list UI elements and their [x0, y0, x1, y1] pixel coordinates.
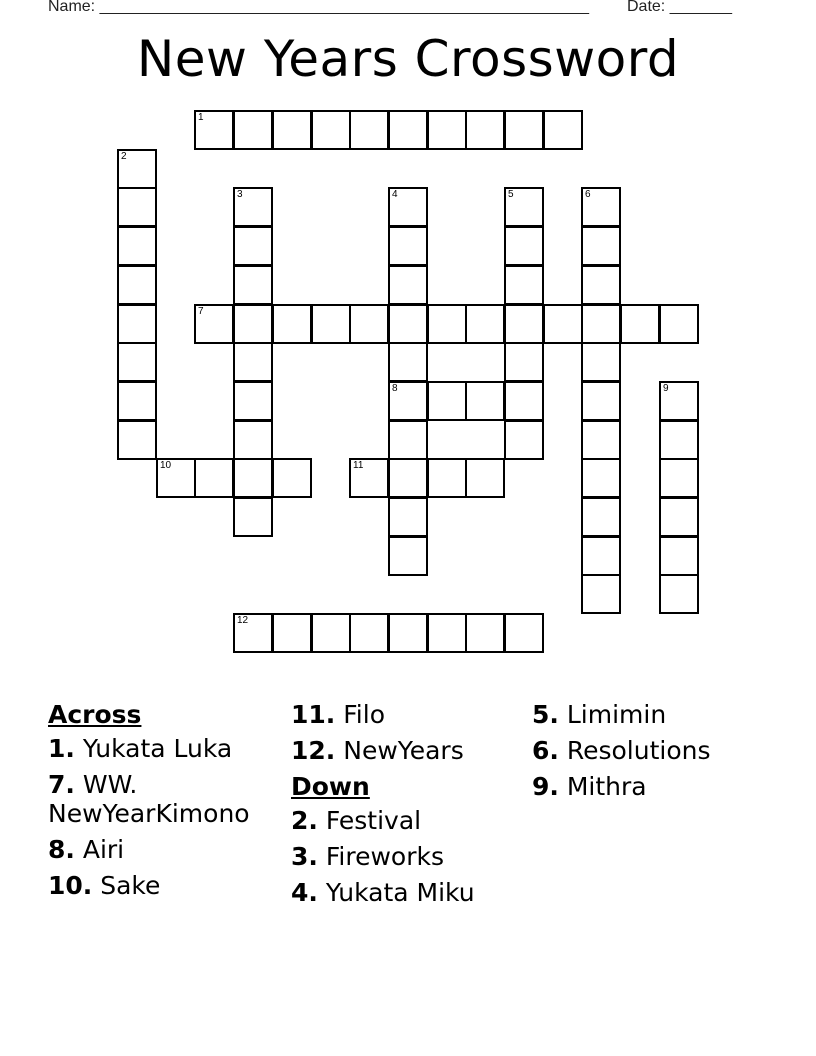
cell-number: 12	[237, 615, 249, 626]
clue-text: NewYears	[335, 736, 464, 765]
clue-number: 5.	[532, 700, 559, 729]
crossword-cell[interactable]	[388, 110, 428, 150]
crossword-cell[interactable]	[272, 304, 312, 344]
crossword-cell[interactable]	[620, 304, 660, 344]
crossword-cell[interactable]	[581, 226, 621, 266]
clue-text: Limimin	[558, 700, 667, 729]
crossword-cell[interactable]	[388, 226, 428, 266]
crossword-cell[interactable]	[504, 381, 544, 421]
cell-number: 3	[237, 189, 243, 200]
crossword-cell[interactable]	[194, 110, 234, 150]
clue-number: 3.	[291, 842, 318, 871]
crossword-cell[interactable]	[543, 110, 583, 150]
clue-number: 11.	[291, 700, 336, 729]
crossword-cell[interactable]	[504, 265, 544, 305]
clue-number: 2.	[291, 806, 318, 835]
crossword-cell[interactable]	[233, 381, 273, 421]
crossword-cell[interactable]	[388, 342, 428, 382]
crossword-cell[interactable]	[233, 420, 273, 460]
crossword-cell[interactable]	[388, 458, 428, 498]
clue-number: 7.	[48, 770, 75, 799]
crossword-cell[interactable]	[194, 458, 234, 498]
clue-across-7	[48, 770, 288, 828]
crossword-cell[interactable]	[504, 226, 544, 266]
crossword-cell[interactable]	[659, 574, 699, 614]
crossword-cell[interactable]	[388, 613, 428, 653]
cell-number: 11	[353, 460, 364, 471]
clue-number: 10.	[48, 871, 93, 900]
crossword-cell[interactable]	[272, 613, 312, 653]
crossword-cell[interactable]	[311, 613, 351, 653]
crossword-cell[interactable]	[233, 226, 273, 266]
clue-text: Resolutions	[558, 736, 711, 765]
crossword-cell[interactable]	[581, 187, 621, 227]
crossword-cell[interactable]	[349, 304, 389, 344]
crossword-cell[interactable]	[117, 149, 157, 189]
clues-column-3	[532, 700, 782, 808]
crossword-cell[interactable]	[504, 304, 544, 344]
crossword-cell[interactable]	[659, 381, 699, 421]
crossword-cell[interactable]	[233, 458, 273, 498]
crossword-cell[interactable]	[581, 458, 621, 498]
clues-section	[48, 700, 788, 1000]
across-heading: Across	[48, 700, 142, 729]
clue-number: 9.	[532, 772, 559, 801]
clue-down-2	[291, 806, 531, 835]
crossword-cell[interactable]	[659, 497, 699, 537]
crossword-cell[interactable]	[311, 110, 351, 150]
clue-number: 6.	[532, 736, 559, 765]
crossword-cell[interactable]	[388, 536, 428, 576]
clue-down-6	[532, 736, 782, 765]
crossword-cell[interactable]	[427, 381, 467, 421]
crossword-cell[interactable]	[504, 420, 544, 460]
crossword-cell[interactable]	[581, 342, 621, 382]
clue-number: 4.	[291, 878, 318, 907]
crossword-cell[interactable]	[388, 497, 428, 537]
crossword-cell[interactable]	[659, 304, 699, 344]
cell-number: 4	[392, 189, 398, 200]
clue-down-4	[291, 878, 531, 907]
crossword-cell[interactable]	[427, 110, 467, 150]
crossword-cell[interactable]	[543, 304, 583, 344]
clue-text: Filo	[335, 700, 385, 729]
clue-text: Mithra	[558, 772, 647, 801]
crossword-cell[interactable]	[504, 187, 544, 227]
down-heading: Down	[291, 772, 370, 801]
crossword-cell[interactable]	[311, 304, 351, 344]
crossword-cell[interactable]	[427, 458, 467, 498]
clue-across-12	[291, 736, 531, 765]
crossword-cell[interactable]	[233, 497, 273, 537]
crossword-cell[interactable]	[465, 304, 505, 344]
clue-number: 8.	[48, 835, 75, 864]
clue-text: Sake	[92, 871, 161, 900]
crossword-cell[interactable]	[194, 304, 234, 344]
clue-number: 1.	[48, 734, 75, 763]
crossword-cell[interactable]	[156, 458, 196, 498]
crossword-cell[interactable]	[465, 458, 505, 498]
clue-number: 12.	[291, 736, 336, 765]
crossword-cell[interactable]	[504, 613, 544, 653]
crossword-cell[interactable]	[117, 226, 157, 266]
page-title: New Years Crossword	[136, 30, 680, 88]
clue-text: Yukata Miku	[317, 878, 475, 907]
crossword-cell[interactable]	[233, 187, 273, 227]
crossword-cell[interactable]	[233, 342, 273, 382]
crossword-cell[interactable]	[388, 265, 428, 305]
clue-text: Airi	[74, 835, 125, 864]
clue-down-5	[532, 700, 782, 729]
crossword-cell[interactable]	[465, 613, 505, 653]
clue-down-3	[291, 842, 531, 871]
clue-text: Fireworks	[317, 842, 444, 871]
cell-number: 10	[160, 460, 172, 471]
cell-number: 7	[198, 306, 204, 317]
crossword-cell[interactable]	[388, 381, 428, 421]
clue-across-8	[48, 835, 288, 864]
crossword-cell[interactable]	[272, 110, 312, 150]
crossword-cell[interactable]	[427, 304, 467, 344]
crossword-cell[interactable]	[388, 187, 428, 227]
crossword-cell[interactable]	[233, 304, 273, 344]
clue-text: WW. NewYearKimono	[48, 770, 250, 828]
crossword-cell[interactable]	[117, 420, 157, 460]
crossword-cell[interactable]	[581, 265, 621, 305]
name-field-line[interactable]: Name: _______________________________________________________	[48, 0, 589, 15]
crossword-cell[interactable]	[233, 613, 273, 653]
crossword-cell[interactable]	[272, 458, 312, 498]
crossword-cell[interactable]	[117, 187, 157, 227]
crossword-cell[interactable]	[581, 420, 621, 460]
crossword-cell[interactable]	[233, 265, 273, 305]
crossword-cell[interactable]	[117, 304, 157, 344]
crossword-cell[interactable]	[465, 110, 505, 150]
crossword-cell[interactable]	[581, 536, 621, 576]
crossword-cell[interactable]	[504, 110, 544, 150]
crossword-cell[interactable]	[117, 265, 157, 305]
crossword-cell[interactable]	[581, 574, 621, 614]
clues-column-2	[291, 700, 531, 914]
crossword-cell[interactable]	[117, 381, 157, 421]
cell-number: 5	[508, 189, 514, 200]
cell-number: 1	[198, 112, 204, 123]
crossword-cell[interactable]	[465, 381, 505, 421]
crossword-cell[interactable]	[349, 613, 389, 653]
crossword-cell[interactable]	[659, 458, 699, 498]
cell-number: 6	[585, 189, 591, 200]
crossword-cell[interactable]	[504, 342, 544, 382]
clue-text: Yukata Luka	[74, 734, 233, 763]
crossword-cell[interactable]	[117, 342, 157, 382]
date-field-line[interactable]: Date: _______	[627, 0, 732, 15]
crossword-cell[interactable]	[233, 110, 273, 150]
crossword-cell[interactable]	[427, 613, 467, 653]
crossword-cell[interactable]	[388, 420, 428, 460]
crossword-cell[interactable]	[659, 536, 699, 576]
crossword-cell[interactable]	[349, 110, 389, 150]
clue-text: Festival	[317, 806, 422, 835]
crossword-cell[interactable]	[581, 304, 621, 344]
clue-across-10	[48, 871, 288, 900]
cell-number: 9	[663, 383, 669, 394]
clue-across-1	[48, 734, 288, 763]
crossword-cell[interactable]	[349, 458, 389, 498]
crossword-cell[interactable]	[581, 381, 621, 421]
clue-down-9	[532, 772, 782, 801]
clues-column-1	[48, 700, 288, 907]
cell-number: 8	[392, 383, 398, 394]
crossword-cell[interactable]	[659, 420, 699, 460]
crossword-cell[interactable]	[581, 497, 621, 537]
crossword-cell[interactable]	[388, 304, 428, 344]
clue-across-11	[291, 700, 531, 729]
cell-number: 2	[121, 151, 127, 162]
